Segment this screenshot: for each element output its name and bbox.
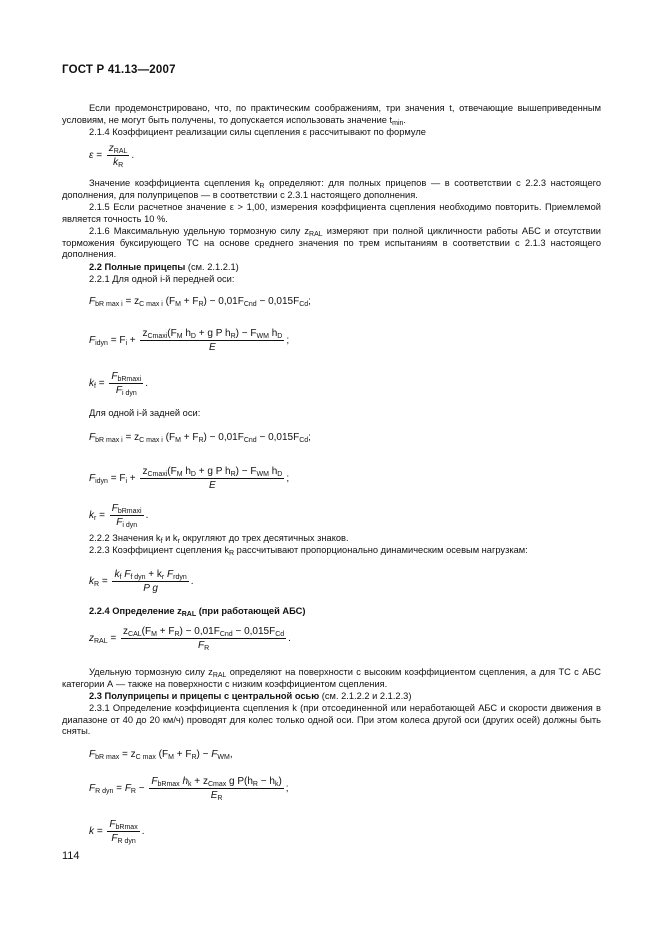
formula-frdyn: $F_{R dyn} = F_R$ − $\frac{F_{bRmax} h_k + z_{Cmax} g P(h_R - h_k)}{E_R}$ ; (89, 776, 289, 802)
formula-semi-fbrmax: $F_{bR max} = z_{C max}$ $(F_M + F_R) - F_{WM}$, (89, 749, 233, 761)
formula-epsilon: ε = $\frac{z_{RAL}}{k_R}$ . (89, 143, 135, 169)
formula-k: k = $\frac{F_{bRmax}}{F_{R dyn}}$ . (89, 819, 145, 845)
paragraph-kr-definition: Значение коэффициента сцепления $k_R$ определяют: для полных прицепов — в соответствии с 2.2.3 настоящего дополнения, для полуприцепов — в соответствии с 2.3.1 настоящего дополнения. (62, 178, 601, 200)
formula-front-kf: $k_f$ = $\frac{F_{bRmaxi}}{F_{i dyn}}$ . (89, 371, 148, 397)
paragraph-2-2-2: 2.2.2 Значения $k_f$ и $k_r$ округляют до трех десятичных знаков. (89, 533, 349, 545)
heading-2-2-4: 2.2.4 Определение $z_{RAL}$ (при работающей АБС) (89, 606, 306, 618)
paragraph-t-values: Если продемонстрировано, что, по практическим соображениям, три значения t, отвечающие вышеприведенным условиям, не могут быть получены, то допускается использовать значение $t_{min}$. (62, 103, 601, 127)
formula-zral: $z_{RAL}$ = $\frac{z_{CAL}(F_M + F_R) - 0,01F_{Cnd} - 0,015F_{Cd}}{F_R}$ . (89, 626, 291, 652)
paragraph-2-1-4: 2.1.4 Коэффициент реализации силы сцепления ε рассчитывают по формуле (89, 127, 426, 137)
document-header: ГОСТ Р 41.13—2007 (62, 64, 176, 76)
paragraph-2-2-3: 2.2.3 Коэффициент сцепления $k_R$ рассчитывают пропорционально динамическим осевым нагрузкам: (89, 545, 528, 557)
paragraph-rear-axle: Для одной i-й задней оси: (89, 408, 201, 418)
formula-rear-fbr: $F_{bR max i} = z_{C max i}$ $(F_M + F_R) - 0,01F_{Cnd} - 0,015F_{Cd}$; (89, 432, 311, 444)
page-number: 114 (62, 850, 80, 862)
formula-rear-kr: $k_r$ = $\frac{F_{bRmaxi}}{F_{i dyn}}$ . (89, 503, 149, 529)
paragraph-2-2-1: 2.2.1 Для одной i-й передней оси: (89, 274, 235, 284)
formula-kr: $k_R$ = $\frac{k_f F_{f dyn} + k_r F_{rdyn}}{\text{P g}}$ . (89, 569, 194, 594)
paragraph-zral-surface: Удельную тормозную силу $z_{RAL}$ определяют на поверхности с высоким коэффициентом сцепления, а для ТС с АБС категории А — также на поверхности с низким коэффициентом сцепления. (62, 667, 601, 689)
paragraph-2-1-6: 2.1.6 Максимальную удельную тормозную силу $z_{RAL}$ измеряют при полной цикличности работы АБС и отсутствии торможения буксирующего ТС на основе среднего значения по трем испытаниям в соответствии с 2.1.3 настоящего дополнения. (62, 226, 601, 260)
formula-rear-fidyn: $F_{idyn} = F_i$ + $\frac{z_{Cmaxi}(F_M h_D + g P h_R) - F_{WM} h_D}{E}$ ; (89, 466, 290, 491)
formula-front-fbr: $F_{bR max i} = z_{C max i}$ $(F_M + F_R) - 0,01F_{Cnd} - 0,015F_{Cd}$; (89, 296, 311, 308)
paragraph-2-3-1: 2.3.1 Определение коэффициента сцепления k (при отсоединенной или неработающей АБС и скорости движения в диапазоне от 40 до 20 км/ч) проводят для колес только одной оси. При этом колеса другой оси (других осей) должны быть сняты. (62, 703, 601, 737)
formula-front-fidyn: $F_{idyn} = F_i$ + $\frac{z_{Cmaxi}(F_M h_D + g P h_R) - F_{WM} h_D}{E}$ ; (89, 328, 290, 353)
paragraph-2-1-5: 2.1.5 Если расчетное значение ε > 1,00, измерения коэффициента сцепления необходимо повторить. Приемлемой является точность 10 %. (62, 202, 601, 224)
heading-2-2: 2.2 Полные прицепы (см. 2.1.2.1) (89, 262, 239, 272)
heading-2-3: 2.3 Полуприцепы и прицепы с центральной осью (см. 2.1.2.2 и 2.1.2.3) (89, 691, 412, 701)
